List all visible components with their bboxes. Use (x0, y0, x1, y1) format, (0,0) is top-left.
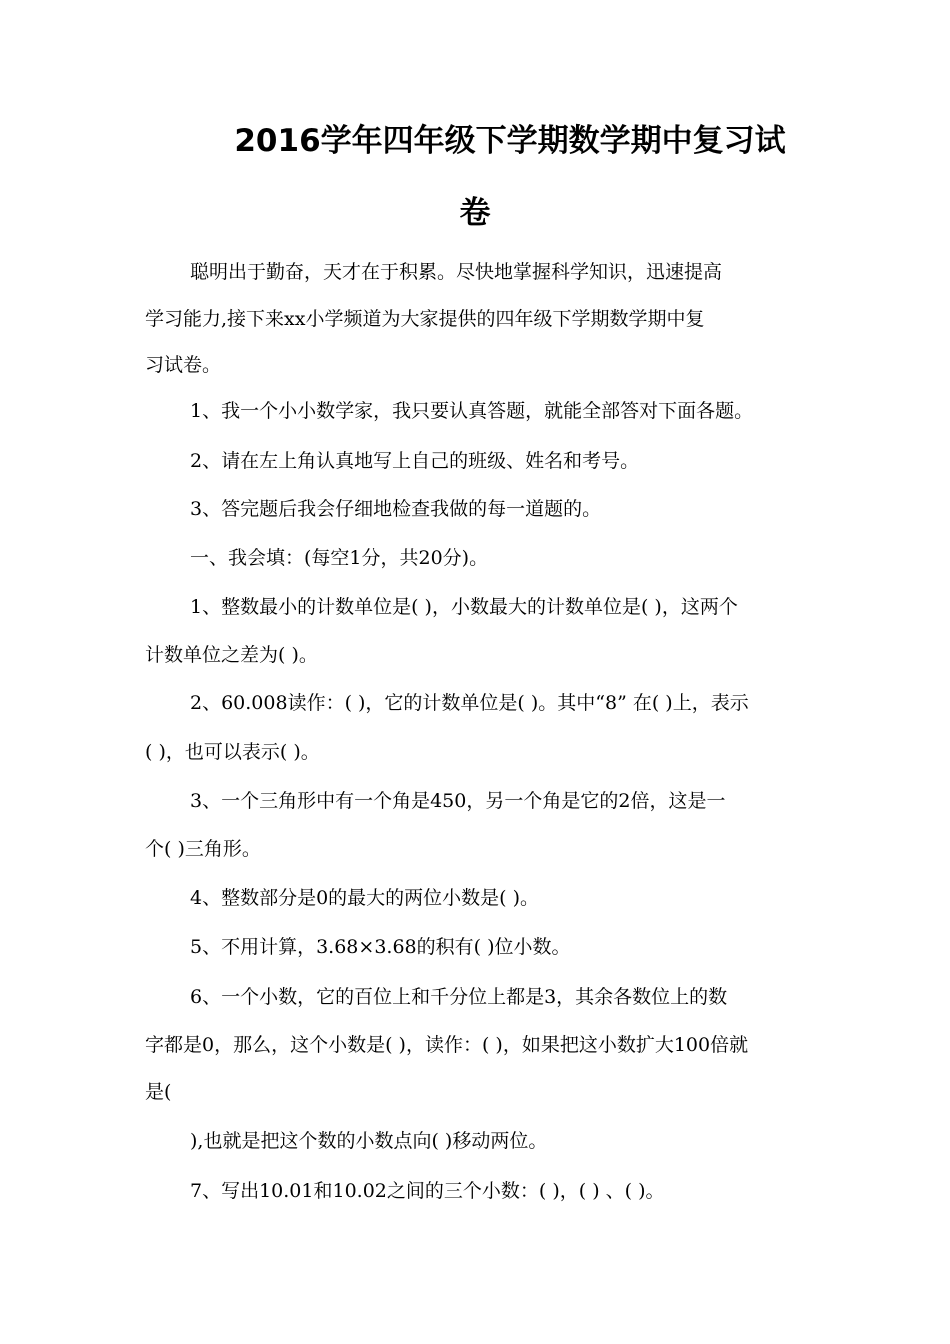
question-6-line-2: 字都是0，那么，这个小数是( )，读作：( )，如果把这小数扩大100倍就 (145, 1034, 749, 1056)
question-1-line-1: 1、整数最小的计数单位是( )，小数最大的计数单位是( )，这两个 (190, 596, 738, 618)
section-heading: 一、我会填：(每空1分，共20分)。 (190, 547, 489, 569)
question-2-line-2: ( )，也可以表示( )。 (145, 741, 320, 763)
question-3-line-1: 3、一个三角形中有一个角是450，另一个角是它的2倍，这是一 (190, 790, 726, 812)
document-title-line-2: 卷 (459, 195, 491, 231)
instruction-2: 2、请在左上角认真地写上自己的班级、姓名和考号。 (190, 450, 640, 472)
question-7: 7、写出10.01和10.02之间的三个小数：( )，( ) 、( )。 (190, 1180, 665, 1202)
instruction-3: 3、答完题后我会仔细地检查我做的每一道题的。 (190, 498, 602, 520)
question-2-line-1: 2、60.008读作：( )，它的计数单位是( )。其中“8” 在( )上，表示 (190, 692, 749, 714)
question-1-line-2: 计数单位之差为( )。 (145, 644, 318, 666)
intro-line-3: 习试卷。 (145, 354, 222, 376)
question-6-line-1: 6、一个小数，它的百位上和千分位上都是3，其余各数位上的数 (190, 986, 728, 1008)
question-4: 4、整数部分是0的最大的两位小数是( )。 (190, 887, 540, 909)
question-6-line-4: ),也就是把这个数的小数点向( )移动两位。 (190, 1130, 548, 1152)
question-3-line-2: 个( )三角形。 (145, 838, 261, 860)
intro-line-1: 聪明出于勤奋，天才在于积累。尽快地掌握科学知识，迅速提高 (190, 261, 723, 283)
instruction-1: 1、我一个小小数学家，我只要认真答题，就能全部答对下面各题。 (190, 400, 754, 422)
document-title-line-1: 2016学年四年级下学期数学期中复习试 (234, 123, 786, 159)
intro-line-2: 学习能力,接下来xx小学频道为大家提供的四年级下学期数学期中复 (145, 308, 705, 330)
question-6-line-3: 是( (145, 1081, 172, 1103)
question-5: 5、不用计算，3.68×3.68的积有( )位小数。 (190, 936, 571, 958)
